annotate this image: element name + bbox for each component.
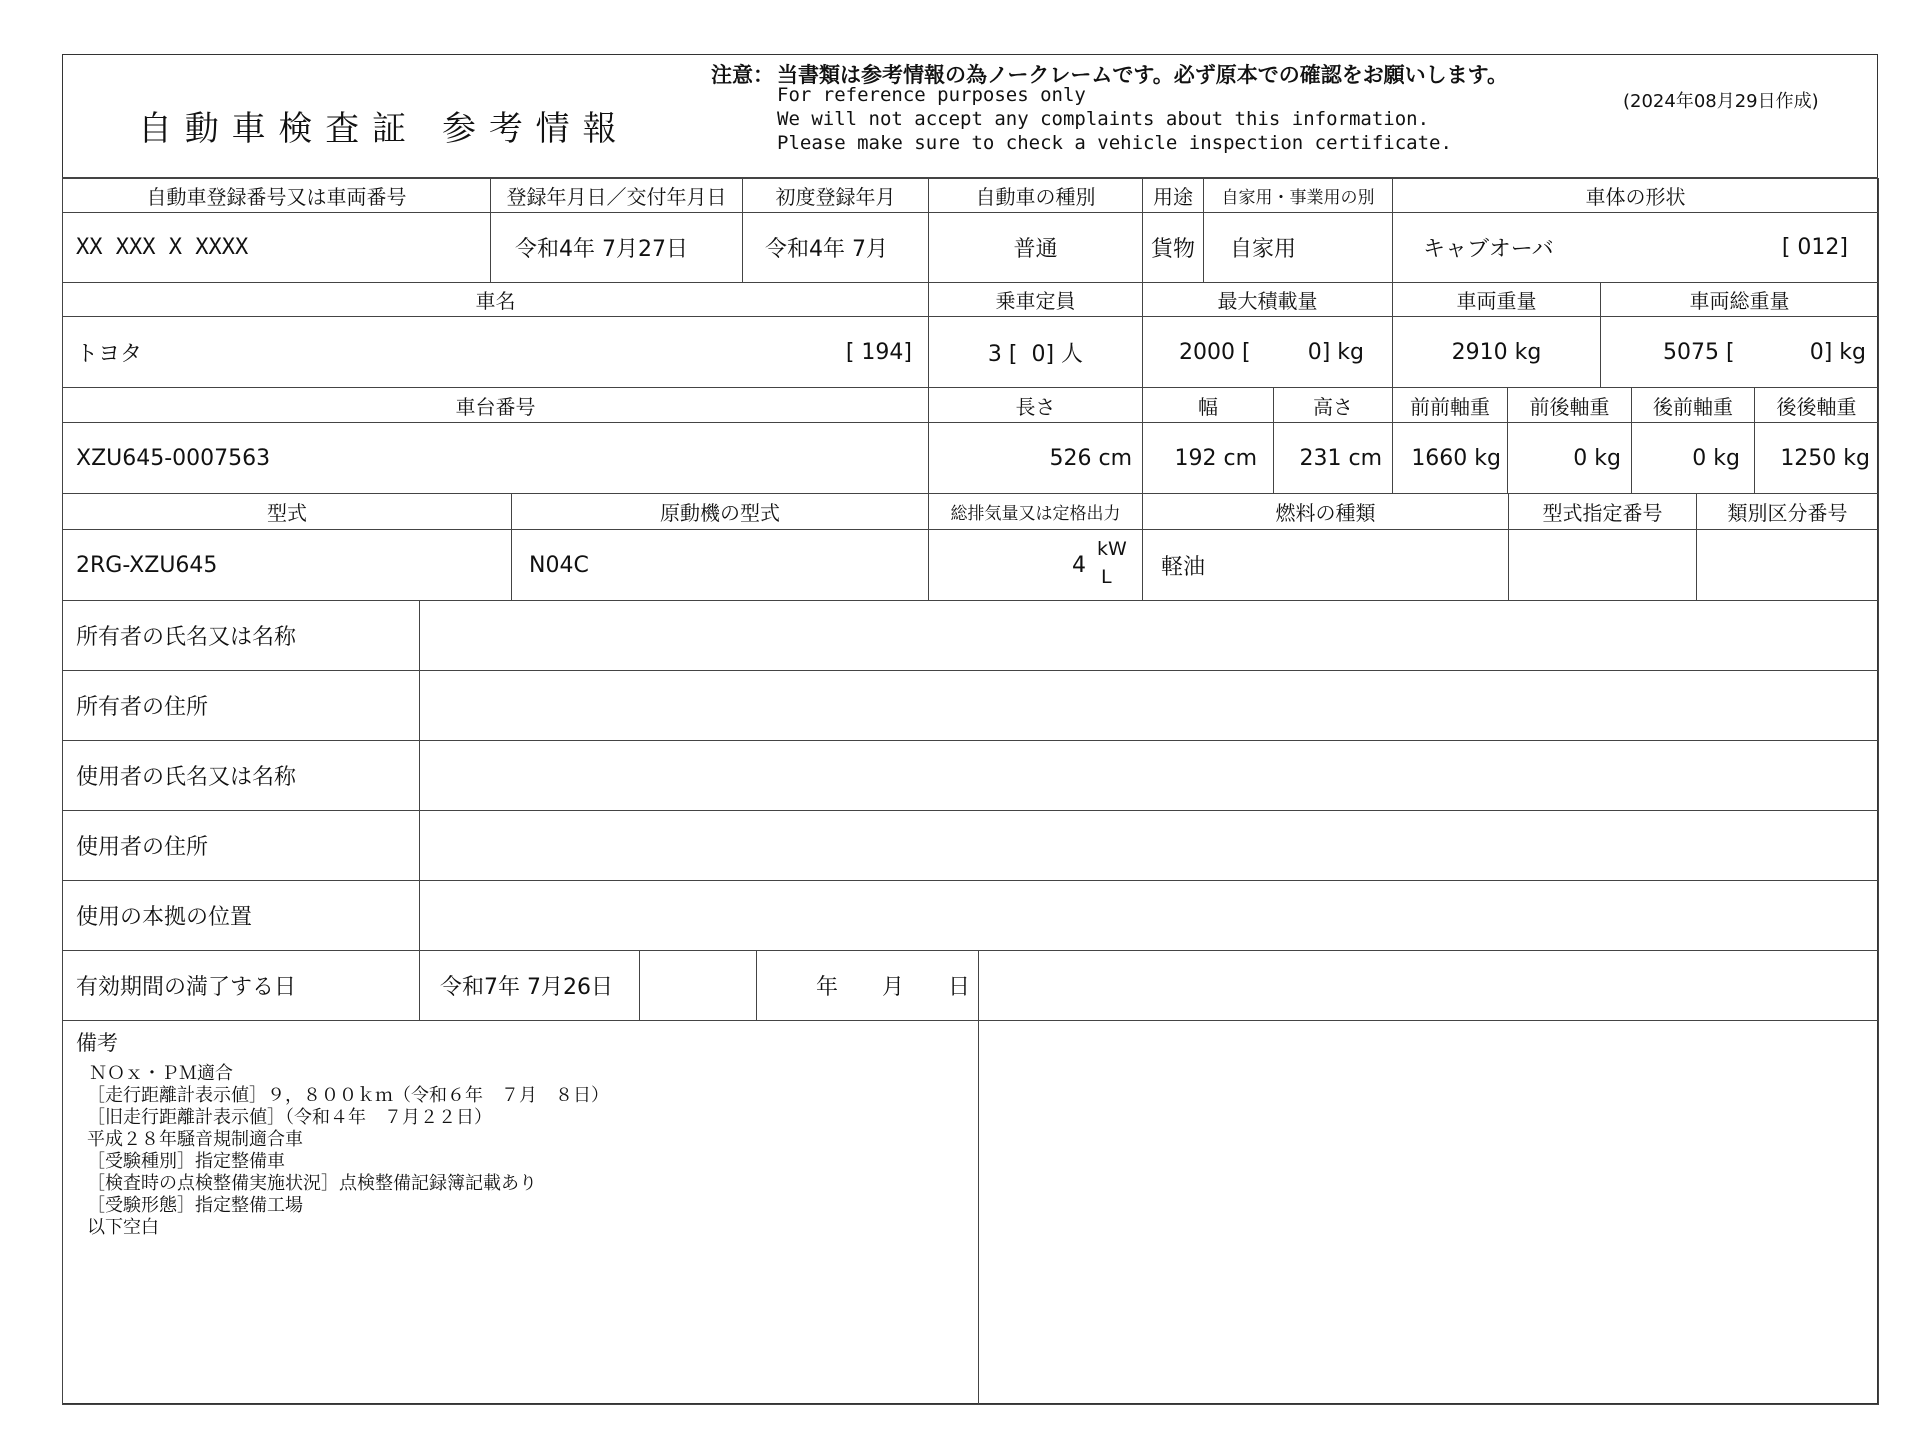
remarks-right-box	[978, 1020, 1879, 1405]
remarks-line: ［旧走行距離計表示値］（令和４年 ７月２２日）	[87, 1107, 492, 1128]
notice-english-line-2: We will not accept any complaints about this information.	[777, 108, 1430, 130]
user-address-label: 使用者の住所	[62, 810, 420, 881]
fuel-label: 燃料の種類	[1142, 493, 1509, 530]
body-shape-label: 車体の形状	[1392, 178, 1879, 213]
length-label: 長さ	[928, 387, 1143, 423]
expiry-blank-date	[756, 950, 979, 1021]
remarks-line: ［受験形態］指定整備工場	[87, 1195, 303, 1216]
rf-axle-label: 後前軸重	[1631, 387, 1755, 423]
notice-label: 注意：	[711, 63, 774, 87]
first-reg-value	[742, 212, 929, 283]
capacity-value	[928, 316, 1143, 388]
ff-axle-label: 前前軸重	[1392, 387, 1508, 423]
fr-axle-text: 0 kg	[1573, 445, 1621, 471]
weight-label: 車両重量	[1392, 282, 1601, 317]
model-label: 型式	[62, 493, 512, 530]
vehicle-inspection-reference-document	[62, 54, 1878, 1404]
use-value	[1142, 212, 1204, 283]
width-value	[1142, 422, 1274, 494]
user-name-label: 使用者の氏名又は名称	[62, 740, 420, 811]
category-number-value	[1696, 529, 1879, 601]
remarks-lines	[87, 1063, 609, 1239]
private-business-value	[1203, 212, 1393, 283]
body-shape-value	[1392, 212, 1879, 283]
length-value	[928, 422, 1143, 494]
reg-date-text: 令和4年 7月27日	[515, 237, 688, 262]
fuel-text: 軽油	[1161, 554, 1206, 580]
car-name-code: [ 194]	[845, 339, 912, 365]
height-value	[1273, 422, 1393, 494]
weight-text: 2910 kg	[1451, 339, 1542, 365]
rf-axle-text: 0 kg	[1692, 445, 1740, 471]
expiry-value: 令和7年 7月26日	[419, 950, 640, 1021]
reg-date-value	[490, 212, 743, 283]
owner-address-value	[419, 670, 1879, 741]
chassis-label: 車台番号	[62, 387, 929, 423]
reg-number-value	[62, 212, 491, 283]
base-location-value	[419, 880, 1879, 951]
width-text: 192 cm	[1174, 445, 1257, 471]
body-shape-text: キャブオーバ	[1423, 237, 1554, 262]
remarks-line: ［走行距離計表示値］９，８００ｋｍ（令和６年 ７月 ８日）	[87, 1085, 609, 1106]
model-text: 2RG-XZU645	[76, 552, 218, 578]
max-load-sub: 0] kg	[1307, 339, 1364, 365]
notice-english-line-3: Please make sure to check a vehicle inspection certificate.	[777, 132, 1452, 154]
created-date: (2024年08月29日作成)	[1623, 91, 1819, 112]
chassis-text: XZU645-0007563	[76, 445, 271, 471]
notice-english-line-1: For reference purposes only	[777, 84, 1086, 106]
use-label: 用途	[1142, 178, 1204, 213]
gross-weight-value	[1600, 316, 1879, 388]
gross-weight-label: 車両総重量	[1600, 282, 1879, 317]
owner-name-label: 所有者の氏名又は名称	[62, 600, 420, 671]
weight-value	[1392, 316, 1601, 388]
model-value	[62, 529, 512, 601]
engine-model-label: 原動機の型式	[511, 493, 929, 530]
chassis-value	[62, 422, 929, 494]
max-load-value	[1142, 316, 1393, 388]
car-name-value	[62, 316, 929, 388]
rf-axle-value	[1631, 422, 1755, 494]
remarks-line: ［受験種別］指定整備車	[87, 1151, 285, 1172]
expiry-label: 有効期間の満了する日	[62, 950, 420, 1021]
expiry-empty-cell	[978, 950, 1879, 1021]
car-name-label: 車名	[62, 282, 929, 317]
height-text: 231 cm	[1299, 445, 1382, 471]
use-text: 貨物	[1150, 237, 1195, 262]
engine-model-text: N04C	[529, 552, 589, 578]
reg-number-text: XX XXX X XXXX	[76, 235, 249, 260]
remarks-line: 以下空白	[87, 1217, 159, 1238]
fuel-value	[1142, 529, 1509, 601]
notice-japanese: 当書類は参考情報の為ノークレームです。必ず原本での確認をお願いします。	[777, 63, 1509, 87]
rr-axle-label: 後後軸重	[1754, 387, 1879, 423]
category-value	[928, 212, 1143, 283]
displacement-unit-kw: kW	[1097, 538, 1127, 560]
height-label: 高さ	[1273, 387, 1393, 423]
first-reg-text: 令和4年 7月	[765, 237, 888, 262]
displacement-unit-l: L	[1101, 566, 1112, 588]
remarks-line: ［検査時の点検整備実施状況］点検整備記録簿記載あり	[87, 1173, 537, 1194]
document-title: 自 動 車 検 査 証 参 考 情 報	[138, 109, 618, 149]
remarks-box	[62, 1020, 979, 1405]
remarks-line: ＮＯｘ・ＰＭ適合	[89, 1063, 233, 1084]
type-designation-value	[1508, 529, 1697, 601]
width-label: 幅	[1142, 387, 1274, 423]
reg-date-label: 登録年月日／交付年月日	[490, 178, 743, 213]
user-address-value	[419, 810, 1879, 881]
rr-axle-text: 1250 kg	[1780, 445, 1870, 471]
user-name-value	[419, 740, 1879, 811]
category-number-label: 類別区分番号	[1696, 493, 1879, 530]
first-reg-label: 初度登録年月	[742, 178, 929, 213]
max-load-main: 2000 [	[1179, 339, 1251, 365]
remarks-line: 平成２８年騒音規制適合車	[87, 1129, 303, 1150]
expiry-blank-cell	[639, 950, 757, 1021]
gross-weight-main: 5075 [	[1663, 339, 1735, 365]
gross-weight-sub: 0] kg	[1809, 339, 1866, 365]
ff-axle-value	[1392, 422, 1508, 494]
reg-number-label: 自動車登録番号又は車両番号	[62, 178, 491, 213]
category-text: 普通	[1013, 237, 1058, 262]
body-shape-code: [ 012]	[1781, 235, 1848, 260]
fr-axle-value	[1507, 422, 1632, 494]
capacity-label: 乗車定員	[928, 282, 1143, 317]
category-label: 自動車の種別	[928, 178, 1143, 213]
car-name-text: トヨタ	[76, 341, 143, 367]
capacity-text: 3 [ 0] 人	[987, 341, 1084, 367]
expiry-blank-date-text: 年 月 日	[815, 975, 970, 1000]
ff-axle-text: 1660 kg	[1411, 445, 1501, 471]
rr-axle-value	[1754, 422, 1879, 494]
private-business-text: 自家用	[1230, 237, 1297, 262]
engine-model-value	[511, 529, 929, 601]
fr-axle-label: 前後軸重	[1507, 387, 1632, 423]
displacement-value	[928, 529, 1143, 601]
max-load-label: 最大積載量	[1142, 282, 1393, 317]
private-business-label: 自家用・事業用の別	[1203, 178, 1393, 213]
displacement-text: 4	[1072, 552, 1086, 578]
type-designation-label: 型式指定番号	[1508, 493, 1697, 530]
base-location-label: 使用の本拠の位置	[62, 880, 420, 951]
owner-address-label: 所有者の住所	[62, 670, 420, 741]
remarks-label: 備考	[76, 1031, 118, 1055]
owner-name-value	[419, 600, 1879, 671]
length-text: 526 cm	[1049, 445, 1132, 471]
displacement-label: 総排気量又は定格出力	[928, 493, 1143, 530]
